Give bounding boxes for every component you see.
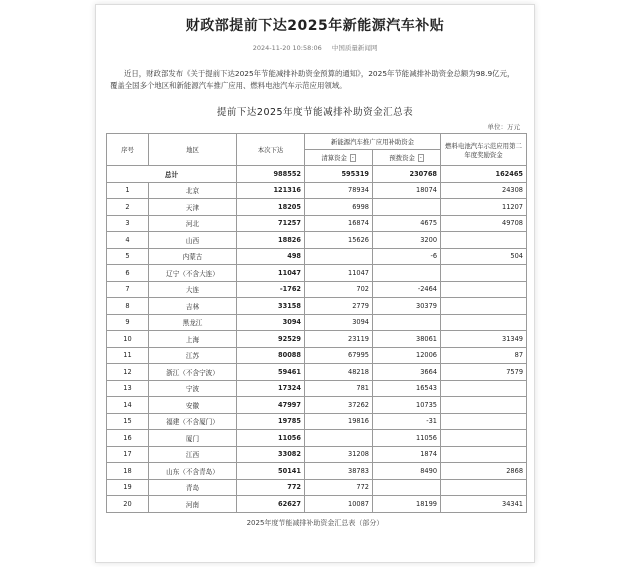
cell-region: 大连 — [149, 281, 237, 298]
cell-fuel: 11207 — [441, 199, 527, 216]
filter-tag-icon: - — [419, 155, 422, 161]
article-meta — [96, 43, 534, 52]
cell-no: 7 — [107, 281, 149, 298]
cell-no: 10 — [107, 331, 149, 348]
cell-amount: 19785 — [237, 413, 305, 430]
cell-fuel: 7579 — [441, 364, 527, 381]
total-label: 总计 — [107, 166, 237, 183]
cell-settle — [305, 430, 373, 447]
header-settle — [305, 150, 373, 166]
filter-tag-icon: - — [351, 155, 354, 161]
cell-settle: 19816 — [305, 413, 373, 430]
cell-settle — [305, 248, 373, 265]
article-source: 中国质量新闻网 — [331, 44, 378, 52]
cell-no: 19 — [107, 479, 149, 496]
cell-region: 安徽 — [149, 397, 237, 414]
header-fuel-cell: 燃料电池汽车示范应用第二年度奖励资金 — [441, 134, 527, 166]
cell-advance — [373, 479, 441, 496]
cell-no: 16 — [107, 430, 149, 447]
cell-advance: 18199 — [373, 496, 441, 513]
total-advance: 230768 — [373, 166, 441, 183]
cell-amount: 33082 — [237, 446, 305, 463]
cell-no: 8 — [107, 298, 149, 315]
table-unit: 单位：万元 — [487, 123, 520, 131]
cell-advance: 12006 — [373, 347, 441, 364]
cell-advance: 10735 — [373, 397, 441, 414]
cell-amount: 59461 — [237, 364, 305, 381]
cell-region: 辽宁（不含大连） — [149, 265, 237, 282]
header-settle-label: 清算资金 — [321, 154, 347, 162]
cell-settle: 23119 — [305, 331, 373, 348]
cell-advance — [373, 314, 441, 331]
table-row — [107, 364, 527, 381]
cell-advance — [373, 265, 441, 282]
header-no: 序号 — [107, 134, 149, 166]
cell-amount: 3094 — [237, 314, 305, 331]
cell-fuel — [441, 446, 527, 463]
total-amount: 988552 — [237, 166, 305, 183]
cell-no: 2 — [107, 199, 149, 216]
cell-settle: 78934 — [305, 182, 373, 199]
header-amount: 本次下达 — [237, 134, 305, 166]
table-row — [107, 446, 527, 463]
cell-amount: 498 — [237, 248, 305, 265]
cell-region: 宁波 — [149, 380, 237, 397]
cell-settle: 3094 — [305, 314, 373, 331]
table-row — [107, 463, 527, 480]
table-row — [107, 314, 527, 331]
cell-no: 18 — [107, 463, 149, 480]
table-row — [107, 248, 527, 265]
table-row — [107, 265, 527, 282]
cell-settle: 2779 — [305, 298, 373, 315]
cell-no: 11 — [107, 347, 149, 364]
cell-fuel: 31349 — [441, 331, 527, 348]
cell-no: 12 — [107, 364, 149, 381]
article-datetime: 2024-11-20 10:58:06 — [252, 44, 322, 52]
cell-fuel: 49708 — [441, 215, 527, 232]
cell-fuel: 504 — [441, 248, 527, 265]
cell-amount: 62627 — [237, 496, 305, 513]
cell-advance: -6 — [373, 248, 441, 265]
cell-no: 1 — [107, 182, 149, 199]
table-row — [107, 413, 527, 430]
table-row — [107, 281, 527, 298]
table-row-total — [107, 166, 527, 183]
table-row — [107, 347, 527, 364]
cell-fuel — [441, 314, 527, 331]
article-intro: 近日，财政部发布《关于提前下达2025年节能减排补助资金预算的通知》，2025年节能减排补助资金总额为98.9亿元，覆盖全国多个地区和新能源汽车推广应用、燃料电池汽车示范应用领域。 — [110, 69, 515, 90]
cell-region: 青岛 — [149, 479, 237, 496]
table-row — [107, 380, 527, 397]
table-row — [107, 215, 527, 232]
cell-amount: 47997 — [237, 397, 305, 414]
cell-fuel: 2868 — [441, 463, 527, 480]
cell-no: 4 — [107, 232, 149, 249]
cell-amount: -1762 — [237, 281, 305, 298]
cell-amount: 80088 — [237, 347, 305, 364]
table-row — [107, 232, 527, 249]
cell-region: 河北 — [149, 215, 237, 232]
cell-region: 福建（不含厦门） — [149, 413, 237, 430]
total-settle: 595319 — [305, 166, 373, 183]
cell-advance: 1874 — [373, 446, 441, 463]
table-title: 提前下达2025年度节能减排补助资金汇总表 — [216, 107, 414, 118]
cell-no: 13 — [107, 380, 149, 397]
cell-amount: 18826 — [237, 232, 305, 249]
cell-settle: 67995 — [305, 347, 373, 364]
cell-settle: 10087 — [305, 496, 373, 513]
cell-settle: 16874 — [305, 215, 373, 232]
cell-fuel: 34341 — [441, 496, 527, 513]
table-body — [107, 166, 527, 513]
cell-settle: 6998 — [305, 199, 373, 216]
cell-advance: 16543 — [373, 380, 441, 397]
cell-fuel — [441, 413, 527, 430]
cell-settle: 48218 — [305, 364, 373, 381]
table-row — [107, 199, 527, 216]
cell-amount: 11047 — [237, 265, 305, 282]
cell-no: 20 — [107, 496, 149, 513]
cell-no: 9 — [107, 314, 149, 331]
cell-fuel — [441, 380, 527, 397]
cell-settle: 11047 — [305, 265, 373, 282]
table-row — [107, 397, 527, 414]
cell-advance: 38061 — [373, 331, 441, 348]
cell-region: 江苏 — [149, 347, 237, 364]
table-header — [107, 134, 527, 166]
table-row — [107, 496, 527, 513]
cell-region: 内蒙古 — [149, 248, 237, 265]
table-row — [107, 182, 527, 199]
table-caption: 2025年度节能减排补助资金汇总表（部分） — [246, 518, 384, 527]
subsidy-table — [106, 133, 527, 513]
cell-fuel — [441, 397, 527, 414]
cell-advance: 3200 — [373, 232, 441, 249]
cell-fuel — [441, 281, 527, 298]
cell-settle: 781 — [305, 380, 373, 397]
cell-amount: 18205 — [237, 199, 305, 216]
cell-fuel — [441, 479, 527, 496]
cell-advance: 8490 — [373, 463, 441, 480]
cell-no: 3 — [107, 215, 149, 232]
cell-fuel — [441, 298, 527, 315]
cell-region: 浙江（不含宁波） — [149, 364, 237, 381]
table-row — [107, 331, 527, 348]
cell-amount: 33158 — [237, 298, 305, 315]
cell-region: 上海 — [149, 331, 237, 348]
cell-advance: -31 — [373, 413, 441, 430]
cell-amount: 121316 — [237, 182, 305, 199]
table-row — [107, 298, 527, 315]
cell-settle: 772 — [305, 479, 373, 496]
cell-region: 吉林 — [149, 298, 237, 315]
cell-amount: 71257 — [237, 215, 305, 232]
cell-no: 6 — [107, 265, 149, 282]
cell-amount: 772 — [237, 479, 305, 496]
cell-settle: 38783 — [305, 463, 373, 480]
total-fuel: 162465 — [441, 166, 527, 183]
cell-amount: 17324 — [237, 380, 305, 397]
cell-no: 5 — [107, 248, 149, 265]
cell-amount: 92529 — [237, 331, 305, 348]
cell-region: 河南 — [149, 496, 237, 513]
cell-region: 江西 — [149, 446, 237, 463]
table-row — [107, 479, 527, 496]
cell-settle: 37262 — [305, 397, 373, 414]
cell-advance: -2464 — [373, 281, 441, 298]
cell-advance: 30379 — [373, 298, 441, 315]
cell-region: 山西 — [149, 232, 237, 249]
cell-settle: 15626 — [305, 232, 373, 249]
cell-no: 14 — [107, 397, 149, 414]
cell-fuel — [441, 430, 527, 447]
cell-advance — [373, 199, 441, 216]
cell-fuel: 24308 — [441, 182, 527, 199]
cell-fuel — [441, 232, 527, 249]
cell-region: 山东（不含青岛） — [149, 463, 237, 480]
cell-advance: 11056 — [373, 430, 441, 447]
cell-region: 天津 — [149, 199, 237, 216]
cell-advance: 3664 — [373, 364, 441, 381]
header-advance-label: 预拨资金 — [389, 154, 415, 162]
header-advance — [373, 150, 441, 166]
header-nev-group: 新能源汽车推广应用补助资金 — [305, 134, 441, 150]
cell-fuel — [441, 265, 527, 282]
cell-fuel: 87 — [441, 347, 527, 364]
cell-region: 北京 — [149, 182, 237, 199]
cell-amount: 50141 — [237, 463, 305, 480]
cell-advance: 18074 — [373, 182, 441, 199]
cell-region: 黑龙江 — [149, 314, 237, 331]
article-title: 财政部提前下达2025年新能源汽车补贴 — [185, 18, 445, 34]
cell-advance: 4675 — [373, 215, 441, 232]
cell-region: 厦门 — [149, 430, 237, 447]
cell-settle: 702 — [305, 281, 373, 298]
cell-settle: 31208 — [305, 446, 373, 463]
header-region: 地区 — [149, 134, 237, 166]
cell-amount: 11056 — [237, 430, 305, 447]
cell-no: 17 — [107, 446, 149, 463]
table-row — [107, 430, 527, 447]
article-page — [95, 4, 535, 563]
cell-no: 15 — [107, 413, 149, 430]
